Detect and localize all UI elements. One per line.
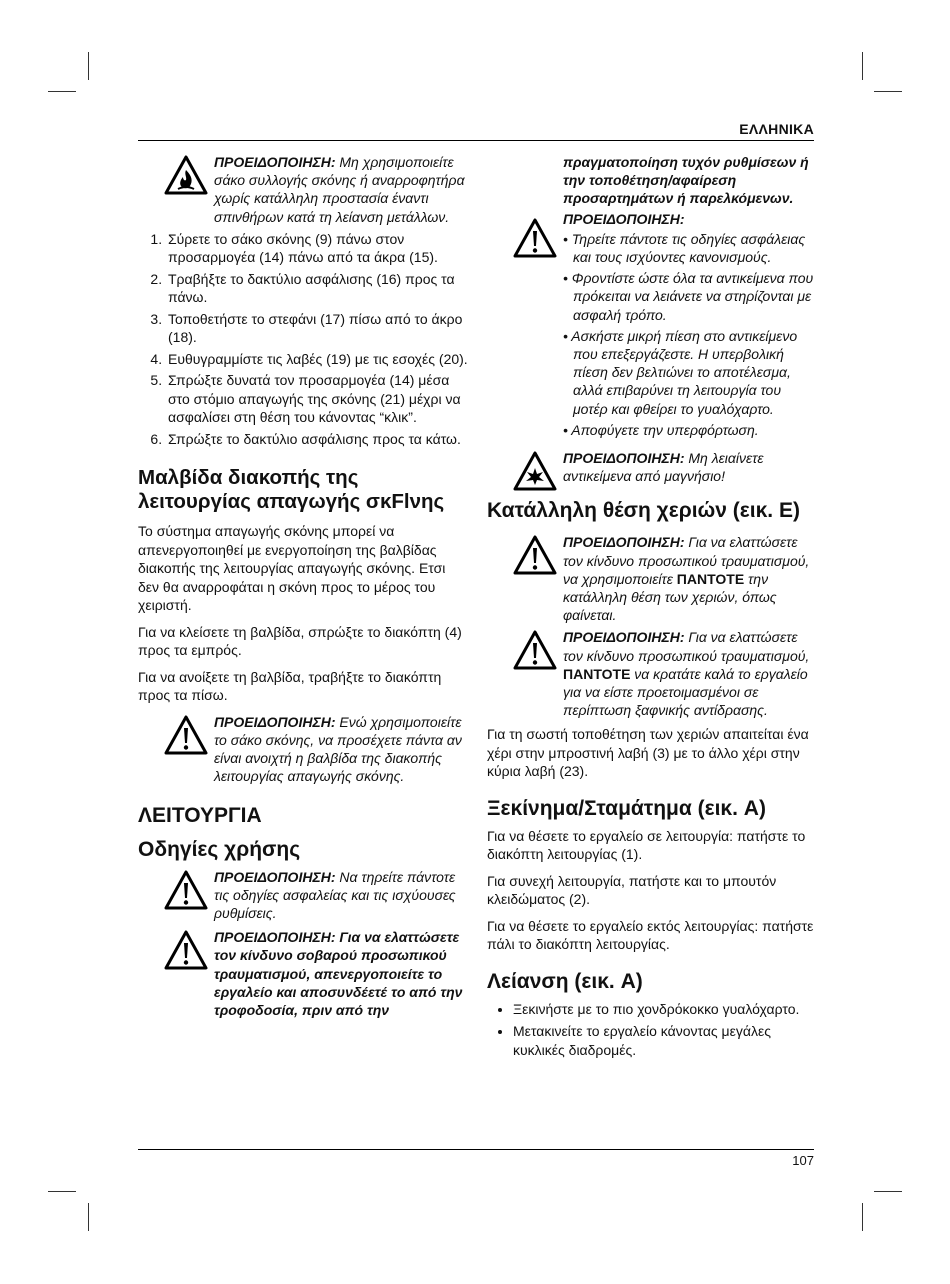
header-rule <box>138 140 814 141</box>
list-item: 6. Σπρώξτε το δακτύλιο ασφάλισης προς τα κάτω. <box>166 430 468 449</box>
list-item: 4. Ευθυγραμμίστε τις λαβές (19) με τις εσοχές (20). <box>166 350 468 369</box>
warning-text: Μη χρησιμοποιείτε σάκο συλλογής σκόνης ή αναρροφητήρα χωρίς κατάλληλη προστασία έναντι σπινθήρων κατά τη λείανση μετάλλων. <box>214 154 465 225</box>
warning-label: ΠΡΟΕΙΔΟΠΟΙΗΣΗ: <box>214 154 336 170</box>
warning-fire <box>138 153 468 226</box>
warning-text: Να τηρείτε πάντοτε τις οδηγίες ασφαλείας και τις ισχύουσες ρυθμίσεις. <box>214 868 456 922</box>
warning-label: ΠΡΟΕΙΔΟΠΟΙΗΣΗ: <box>563 450 685 467</box>
warning-triangle-icon <box>138 928 214 1019</box>
section-heading: ΛΕΙΤΟΥΡΓΙΑ <box>138 803 262 827</box>
warning-text: πραγματοποίηση τυχόν ρυθμίσεων ή την τοποθέτηση/αφαίρεση προσαρτημάτων ή παρελκόμενων. <box>563 154 809 207</box>
emphasis: ΠΑΝΤΟΤΕ <box>563 665 631 682</box>
emphasis: ΠΑΝΤΟΤΕ <box>676 570 745 587</box>
warning-hands-2 <box>487 628 815 719</box>
paragraph: Για να θέσετε το εργαλείο σε λειτουργία: πατήστε το διακόπτη λειτουργίας (1). <box>487 827 806 863</box>
list-item: • Αποφύγετε την υπερφόρτωση. <box>563 421 759 438</box>
spacer <box>487 153 563 208</box>
list-item: 2. Τραβήξτε το δακτύλιο ασφάλισης (16) προς τα πάνω. <box>166 270 468 307</box>
warning-label: ΠΡΟΕΙΔΟΠΟΙΗΣΗ: <box>563 210 685 227</box>
warning-injury <box>138 928 468 1019</box>
paragraph: Για τη σωστή τοποθέτηση των χεριών απαιτείται ένα χέρι στην μπροστινή λαβή (3) με το άλλο χέρι στην κύρια λαβή (23). <box>487 726 809 780</box>
paragraph: Για συνεχή λειτουργία, πατήστε και το μπουτόν κλειδώματος (2). <box>487 872 777 908</box>
footer-rule <box>138 1149 814 1150</box>
warning-triangle-icon <box>487 210 563 445</box>
section-heading: Ξεκίνημα/Σταμάτημα (εικ. A) <box>487 796 766 820</box>
list-item: • Φροντίστε ώστε όλα τα αντικείμενα που πρόκειται να λειάνετε να στηρίζονται με ασφαλή τρόπο. <box>563 270 814 323</box>
list-item: 1. Σύρετε το σάκο σκόνης (9) πάνω στον προσαρμογέα (14) πάνω από τα άκρα (15). <box>166 230 468 267</box>
section-heading: Κατάλληλη θέση χεριών (εικ. E) <box>487 499 800 523</box>
attach-steps-list <box>138 230 468 449</box>
list-item: 3. Τοποθετήστε το στεφάνι (17) πίσω από το άκρο (18). <box>166 310 468 347</box>
warning-text: Για να ελαττώσετε τον κίνδυνο προσωπικού τραυματισμού, να χρησιμοποιείτε <box>563 534 810 587</box>
section-heading: Μαλβίδα διακοπής της λειτουργίας απαγωγής σκFlνης <box>138 466 445 514</box>
paragraph: Για να θέσετε το εργαλείο εκτός λειτουργίας: πατήστε πάλι το διακόπτη λειτουργίας. <box>487 917 814 953</box>
right-column <box>487 153 815 1063</box>
crop-mark <box>88 1203 89 1231</box>
warning-injury-continued <box>487 153 815 208</box>
list-item: • Μετακινείτε το εργαλείο κάνοντας μεγάλες κυκλικές διαδρομές. <box>513 1022 815 1059</box>
page-number: 107 <box>792 1153 814 1168</box>
warning-magnesium <box>487 449 815 485</box>
crop-mark <box>874 91 902 92</box>
warning-label: ΠΡΟΕΙΔΟΠΟΙΗΣΗ: <box>563 534 685 551</box>
warning-hands-1 <box>487 533 815 624</box>
section-heading: Λείανση (εικ. A) <box>487 969 643 993</box>
paragraph: Το σύστημα απαγωγής σκόνης μπορεί να απενεργοποιηθεί με ενεργοποίηση της βαλβίδας διακοπής της λειτουργίας απαγωγής σκόνης. Ετσι δεν θα αναρροφάται η σκόνη προς το μέρος του χειριστή. <box>138 523 446 614</box>
list-item: • Ξεκινήστε με το πιο χονδρόκοκκο γυαλόχαρτο. <box>513 1000 815 1019</box>
language-label: ΕΛΛΗΝΙΚΑ <box>739 121 814 137</box>
crop-mark <box>862 52 863 80</box>
list-item: 5. Σπρώξτε δυνατά τον προσαρμογέα (14) μέσα στο στόμιο απαγωγής της σκόνης (21) μέχρι να ασφαλίσει στη θέση του κάνοντας “κλικ”. <box>166 371 468 427</box>
crop-mark <box>48 1191 76 1192</box>
warning-text: Για να ελαττώσετε τον κίνδυνο προσωπικού τραυματισμού, <box>563 629 810 664</box>
warning-triangle-icon <box>138 713 214 786</box>
warning-label: ΠΡΟΕΙΔΟΠΟΙΗΣΗ: <box>563 629 685 646</box>
section-heading: Οδηγίες χρήσης <box>138 837 301 861</box>
fire-warning-icon <box>138 153 214 226</box>
warning-triangle-icon <box>138 868 214 923</box>
explosion-warning-icon <box>487 449 563 485</box>
warning-text: ΠΡΟΕΙΔΟΠΟΙΗΣΗ: Για να ελαττώσετε τον κίνδυνο σοβαρού προσωπικού τραυματισμού, απενεργοποιείτε το εργαλείο και αποσυνδέετέ το από την τροφοδοσία, πριν από την <box>214 929 463 1019</box>
left-column <box>138 153 468 1023</box>
warning-label: ΠΡΟΕΙΔΟΠΟΙΗΣΗ: <box>214 868 336 885</box>
crop-mark <box>862 1203 863 1231</box>
paragraph: Για να ανοίξετε τη βαλβίδα, τραβήξτε το διακόπτη προς τα πίσω. <box>138 668 442 704</box>
warning-bullet-list <box>563 230 815 439</box>
list-item: • Ασκήστε μικρή πίεση στο αντικείμενο που επεξεργάζεστε. Η υπερβολική πίεση δεν βελτιώνει το αποτέλεσμα, αλλά επιβαρύνει τη λειτουργία του μοτέρ και φθείρει το γυαλόχαρτο. <box>563 327 798 417</box>
warning-triangle-icon <box>487 533 563 624</box>
warning-label: ΠΡΟΕΙΔΟΠΟΙΗΣΗ: <box>214 713 336 730</box>
warning-valve <box>138 713 468 786</box>
paragraph: Για να κλείσετε τη βαλβίδα, σπρώξτε το διακόπτη (4) προς τα εμπρός. <box>138 623 462 659</box>
warning-list <box>487 210 815 445</box>
crop-mark <box>48 91 76 92</box>
warning-triangle-icon <box>487 628 563 719</box>
crop-mark <box>874 1191 902 1192</box>
sanding-list <box>487 1000 815 1060</box>
list-item: • Τηρείτε πάντοτε τις οδηγίες ασφάλειας και τους ισχύοντες κανονισμούς. <box>563 230 806 266</box>
warning-rules <box>138 868 468 923</box>
warning-text: την κατάλληλη θέση των χεριών, όπως φαίνεται. <box>563 570 777 624</box>
warning-text: να κρατάτε καλά το εργαλείο για να είστε προετοιμασμένοι σε περίπτωση ξαφνικής αντίδρασης. <box>563 665 808 719</box>
warning-text: Μη λειαίνετε αντικείμενα από μαγνήσιο! <box>563 450 764 485</box>
warning-text: Ενώ χρησιμοποιείτε το σάκο σκόνης, να προσέχετε πάντα αν είναι ανοιχτή η βαλβίδα της διακοπής λειτουργίας απαγωγής σκόνης. <box>214 713 462 785</box>
crop-mark <box>88 52 89 80</box>
